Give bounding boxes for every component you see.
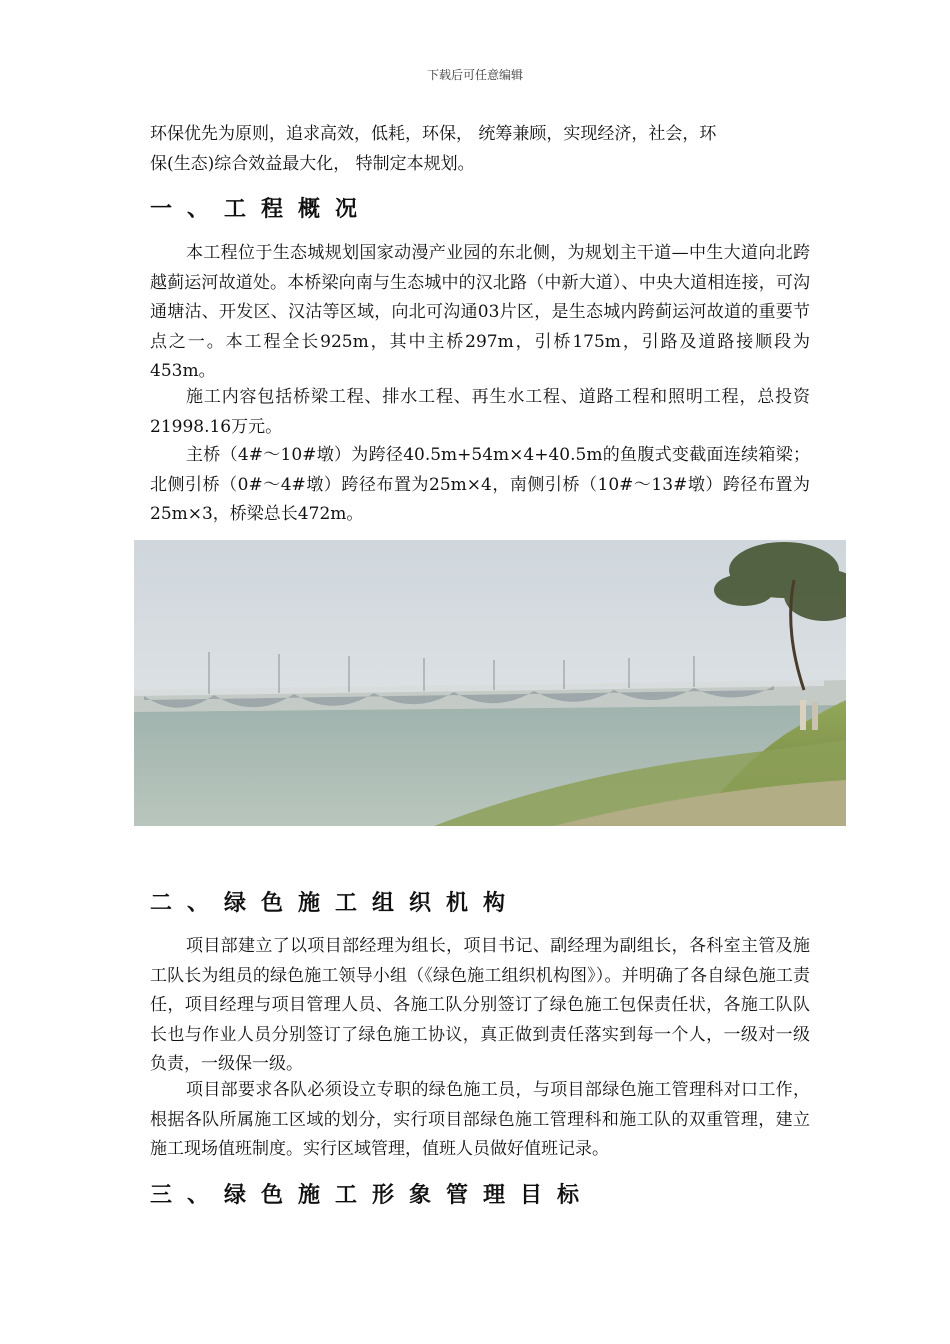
intro-line-2: 保(生态)综合效益最大化， 特制定本规划。 xyxy=(150,153,475,174)
header-note: 下载后可任意编辑 xyxy=(426,68,523,82)
section1-paragraph-1: 本工程位于生态城规划国家动漫产业园的东北侧，为规划主干道—中生大道向北跨越蓟运河故道处。本桥梁向南与生态城中的汉北路（中新大道）、中央大道相连接，可沟通塘沽、开发区、汉沽等区域，向北可沟通03片区，是生态城内跨蓟运河故道的重要节点之一。本工程全长925m，其中主桥297m，引桥175m，引路及道路接顺段为453m。 xyxy=(150,243,810,381)
bridge-photo-image xyxy=(134,540,846,826)
intro-paragraph xyxy=(150,120,810,179)
section1-paragraph-2: 施工内容包括桥梁工程、排水工程、再生水工程、道路工程和照明工程，总投资21998.16万元。 xyxy=(150,387,810,437)
intro-line-1: 环保优先为原则，追求高效，低耗，环保， 统筹兼顾，实现经济，社会，环 xyxy=(150,124,717,144)
section2-paragraph-2: 项目部要求各队必须设立专职的绿色施工员，与项目部绿色施工管理科对口工作，根据各队所属施工区域的划分，实行项目部绿色施工管理科和施工队的双重管理，建立施工现场值班制度。实行区域管理，值班人员做好值班记录。 xyxy=(150,1080,810,1159)
section2-heading: 二、绿色施工组织机构 xyxy=(150,891,521,916)
section2-paragraph-1: 项目部建立了以项目部经理为组长，项目书记、副经理为副组长，各科室主管及施工队长为组员的绿色施工领导小组（《绿色施工组织机构图》）。并明确了各自绿色施工责任，项目经理与项目管理人员、各施工队分别签订了绿色施工包保责任状，各施工队队长也与作业人员分别签订了绿色施工协议，真正做到责任落实到每一个人，一级对一级负责，一级保一级。 xyxy=(150,936,810,1074)
section1-paragraph-3: 主桥（4#～10#墩）为跨径40.5m+54m×4+40.5m的鱼腹式变截面连续箱梁；北侧引桥（0#～4#墩）跨径布置为25m×4，南侧引桥（10#～13#墩）跨径布置为25m×3，桥梁总长472m。 xyxy=(150,445,810,524)
bridge-photo xyxy=(134,540,846,826)
section1-heading: 一、工程概况 xyxy=(150,197,373,222)
section3-heading: 三、绿色施工形象管理目标 xyxy=(150,1183,595,1208)
